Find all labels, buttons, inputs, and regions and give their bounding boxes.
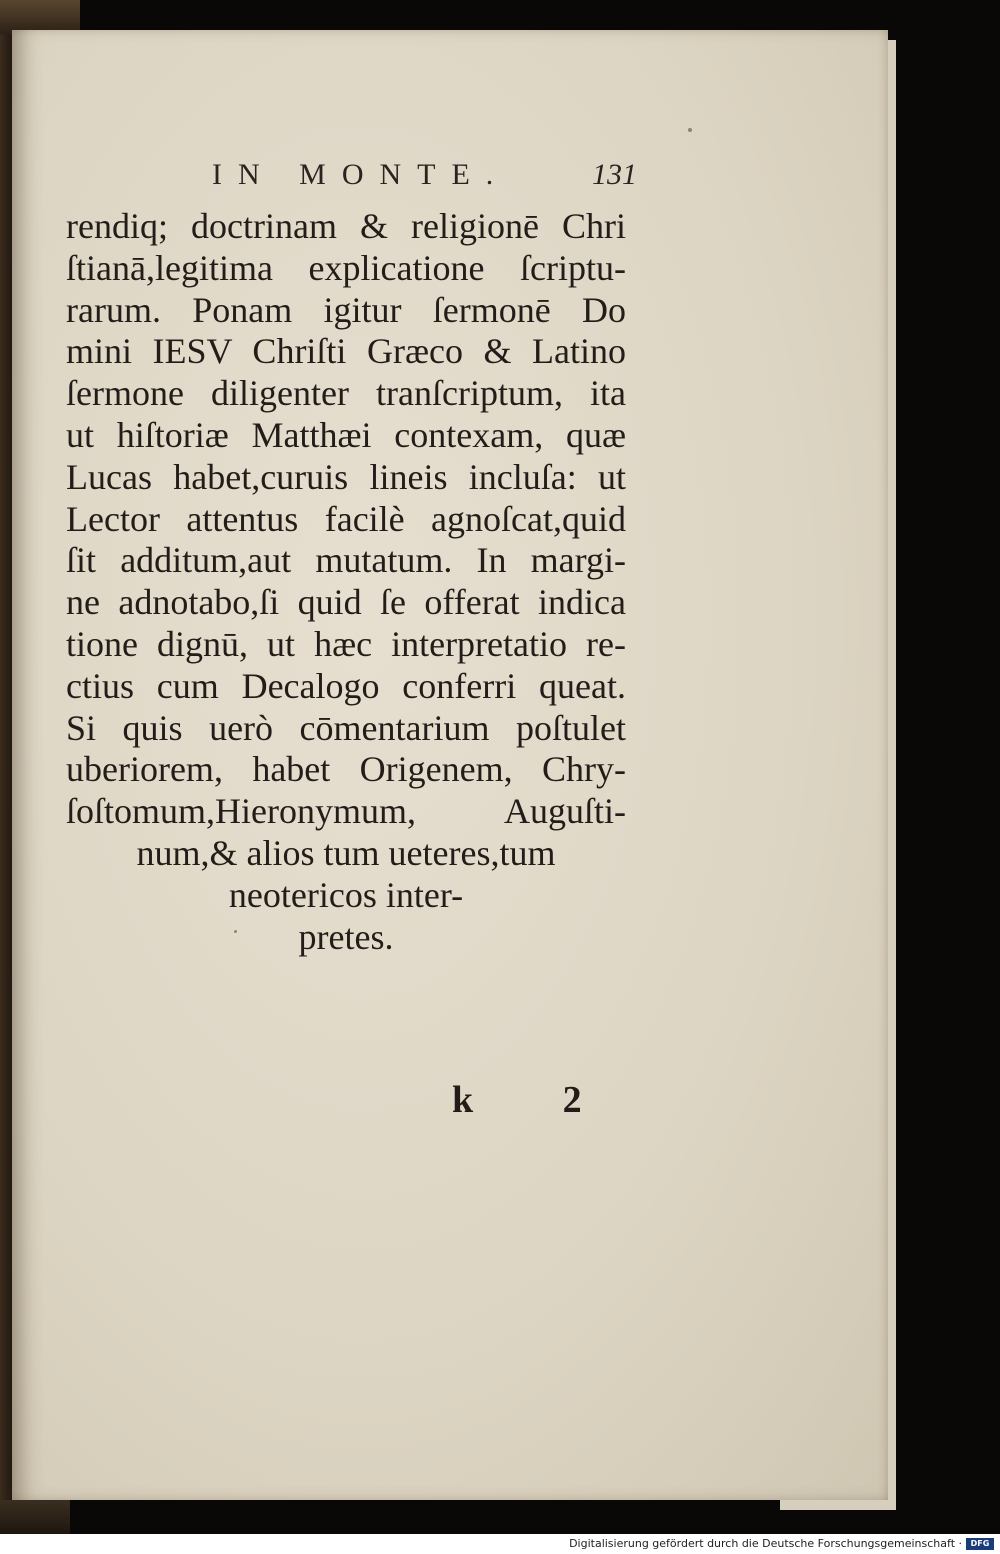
text-line: ne adnotabo,ſi quid ſe offerat indica (66, 582, 626, 623)
text-line: ſtianā,legitima explicatione ſcriptu- (66, 247, 626, 288)
binding-corner-bottom (0, 1500, 70, 1536)
paper-speck (234, 930, 237, 933)
binding-corner-top (0, 0, 80, 34)
body-text (66, 206, 626, 958)
text-line-centered: num,& alios tum ueteres,tum (136, 832, 556, 873)
text-line: rarum. Ponam igitur ſermonē Do (66, 289, 626, 330)
running-head: IN MONTE. (212, 158, 510, 191)
text-line: ſoſtomum,Hieronymum, Auguſti- (66, 791, 626, 832)
text-line: mini IESV Chriſti Græco & Latino (66, 331, 626, 372)
text-line: Si quis uerò cōmentarium poſtulet (66, 707, 626, 748)
dfg-logo-icon: DFG (966, 1538, 994, 1550)
text-line: ut hiſtoriæ Matthæi contexam, quæ (66, 414, 626, 455)
text-line: uberiorem, habet Origenem, Chry- (66, 749, 626, 790)
text-line-centered: pretes. (298, 916, 394, 957)
paper-speck (688, 128, 692, 132)
signature-mark: k 2 (452, 1079, 622, 1121)
book-page (12, 30, 888, 1500)
text-line: Lucas habet,curuis lineis incluſa: ut (66, 456, 626, 497)
text-line: ctius cum Decalogo conferri queat. (66, 665, 626, 706)
text-line: tione dignū, ut hæc interpretatio re- (66, 623, 626, 664)
text-line-centered: neotericos inter- (228, 874, 464, 915)
text-line: ſermone diligenter tranſcriptum, ita (66, 373, 626, 414)
text-line: Lector attentus facilè agnoſcat,quid (66, 498, 626, 539)
footer-credit: Digitalisierung gefördert durch die Deutsche Forschungsgemeinschaft · (569, 1537, 962, 1550)
page-number: 131 (592, 158, 637, 191)
text-line: rendiq; doctrinam & religionē Chri (66, 206, 626, 246)
footer-bar (0, 1534, 1000, 1554)
text-line: ſit additum,aut mutatum. In margi- (66, 540, 626, 581)
